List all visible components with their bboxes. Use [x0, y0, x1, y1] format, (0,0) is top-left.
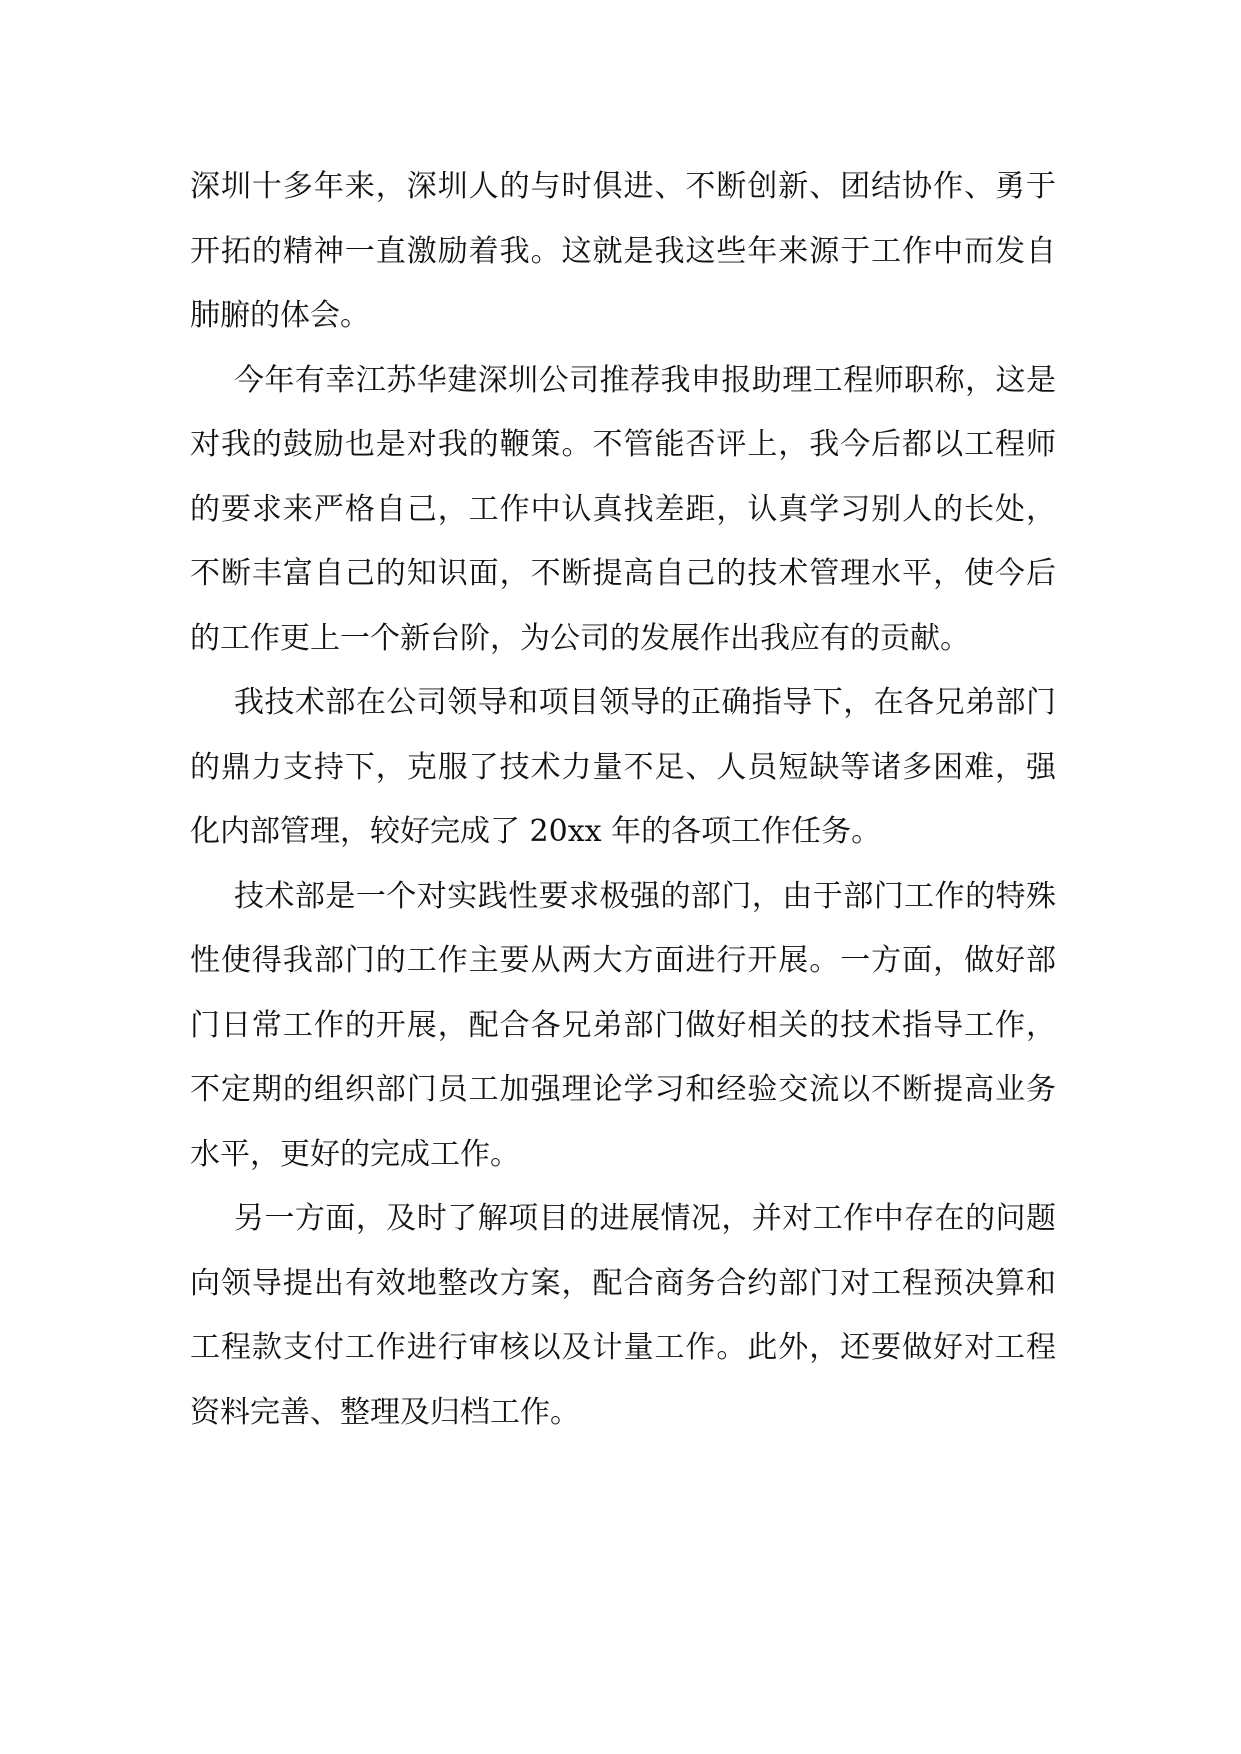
paragraph-4: 技术部是一个对实践性要求极强的部门，由于部门工作的特殊性使得我部门的工作主要从两大方面进行开展。一方面，做好部门日常工作的开展，配合各兄弟部门做好相关的技术指导工作，不定期的组织部门员工加强理论学习和经验交流以不断提高业务水平，更好的完成工作。 [190, 878, 1056, 1172]
paragraph-2: 今年有幸江苏华建深圳公司推荐我申报助理工程师职称，这是对我的鼓励也是对我的鞭策。不管能否评上，我今后都以工程师的要求来严格自己，工作中认真找差距，认真学习别人的长处，不断丰富自己的知识面，不断提高自己的技术管理水平，使今后的工作更上一个新台阶，为公司的发展作出我应有的贡献。 [190, 362, 1056, 656]
document-body [190, 155, 1056, 1445]
paragraph-1: 深圳十多年来，深圳人的与时俱进、不断创新、团结协作、勇于开拓的精神一直激励着我。这就是我这些年来源于工作中而发自肺腑的体会。 [190, 169, 1056, 333]
paragraph-3: 我技术部在公司领导和项目领导的正确指导下，在各兄弟部门的鼎力支持下，克服了技术力量不足、人员短缺等诸多困难，强化内部管理，较好完成了 20xx 年的各项工作任务。 [190, 685, 1056, 849]
paragraph-5: 另一方面，及时了解项目的进展情况，并对工作中存在的问题向领导提出有效地整改方案，配合商务合约部门对工程预决算和工程款支付工作进行审核以及计量工作。此外，还要做好对工程资料完善、整理及归档工作。 [190, 1201, 1056, 1430]
